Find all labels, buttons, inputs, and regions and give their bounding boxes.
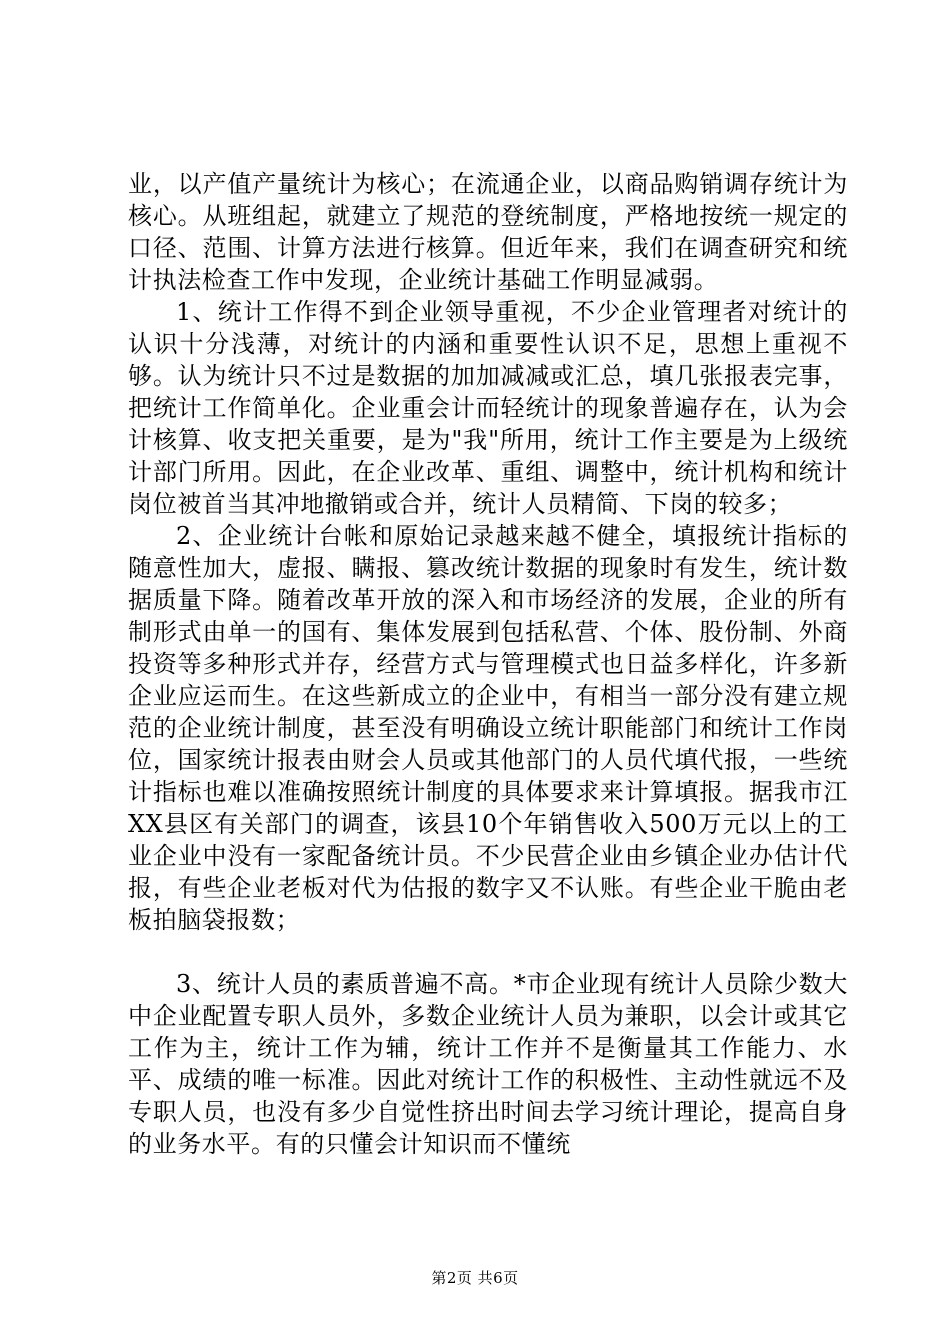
paragraph-item-1: 1、统计工作得不到企业领导重视，不少企业管理者对统计的认识十分浅薄，对统计的内涵和重要性认识不足，思想上重视不够。认为统计只不过是数据的加加减减或汇总，填几张报表完事，把统计工作简单化。企业重会计而轻统计的现象普遍存在，认为会计核算、收支把关重要，是为"我"所用，统计工作主要是为上级统计部门所用。因此，在企业改革、重组、调整中，统计机构和统计岗位被首当其冲地撤销或合并，统计人员精简、下岗的较多； <box>128 298 848 518</box>
paragraph-spacer <box>128 936 848 968</box>
paragraph-item-2: 2、企业统计台帐和原始记录越来越不健全，填报统计指标的随意性加大，虚报、瞒报、篡改统计数据的现象时有发生，统计数据质量下降。随着改革开放的深入和市场经济的发展，企业的所有制形式由单一的国有、集体发展到包括私营、个体、股份制、外商投资等多种形式并存，经营方式与管理模式也日益多样化，许多新企业应运而生。在这些新成立的企业中，有相当一部分没有建立规范的企业统计制度，甚至没有明确设立统计职能部门和统计工作岗位，国家统计报表由财会人员或其他部门的人员代填代报，一些统计指标也难以准确按照统计制度的具体要求来计算填报。据我市江XX县区有关部门的调查，该县10个年销售收入500万元以上的工业企业中没有一家配备统计员。不少民营企业由乡镇企业办估计代报，有些企业老板对代为估报的数字又不认账。有些企业干脆由老板拍脑袋报数； <box>128 522 848 934</box>
document-body <box>128 168 848 1160</box>
paragraph-continuation: 业，以产值产量统计为核心；在流通企业，以商品购销调存统计为核心。从班组起，就建立了规范的登统制度，严格地按统一规定的口径、范围、计算方法进行核算。但近年来，我们在调查研究和统计执法检查工作中发现，企业统计基础工作明显减弱。 <box>128 170 848 294</box>
paragraph-item-3: 3、统计人员的素质普遍不高。*市企业现有统计人员除少数大中企业配置专职人员外，多数企业统计人员为兼职，以会计或其它工作为主，统计工作为辅，统计工作并不是衡量其工作能力、水平、成绩的唯一标准。因此对统计工作的积极性、主动性就远不及专职人员，也没有多少自觉性挤出时间去学习统计理论，提高自身的业务水平。有的只懂会计知识而不懂统 <box>128 970 848 1158</box>
page-number-footer: 第2页 共6页 <box>431 1269 519 1287</box>
